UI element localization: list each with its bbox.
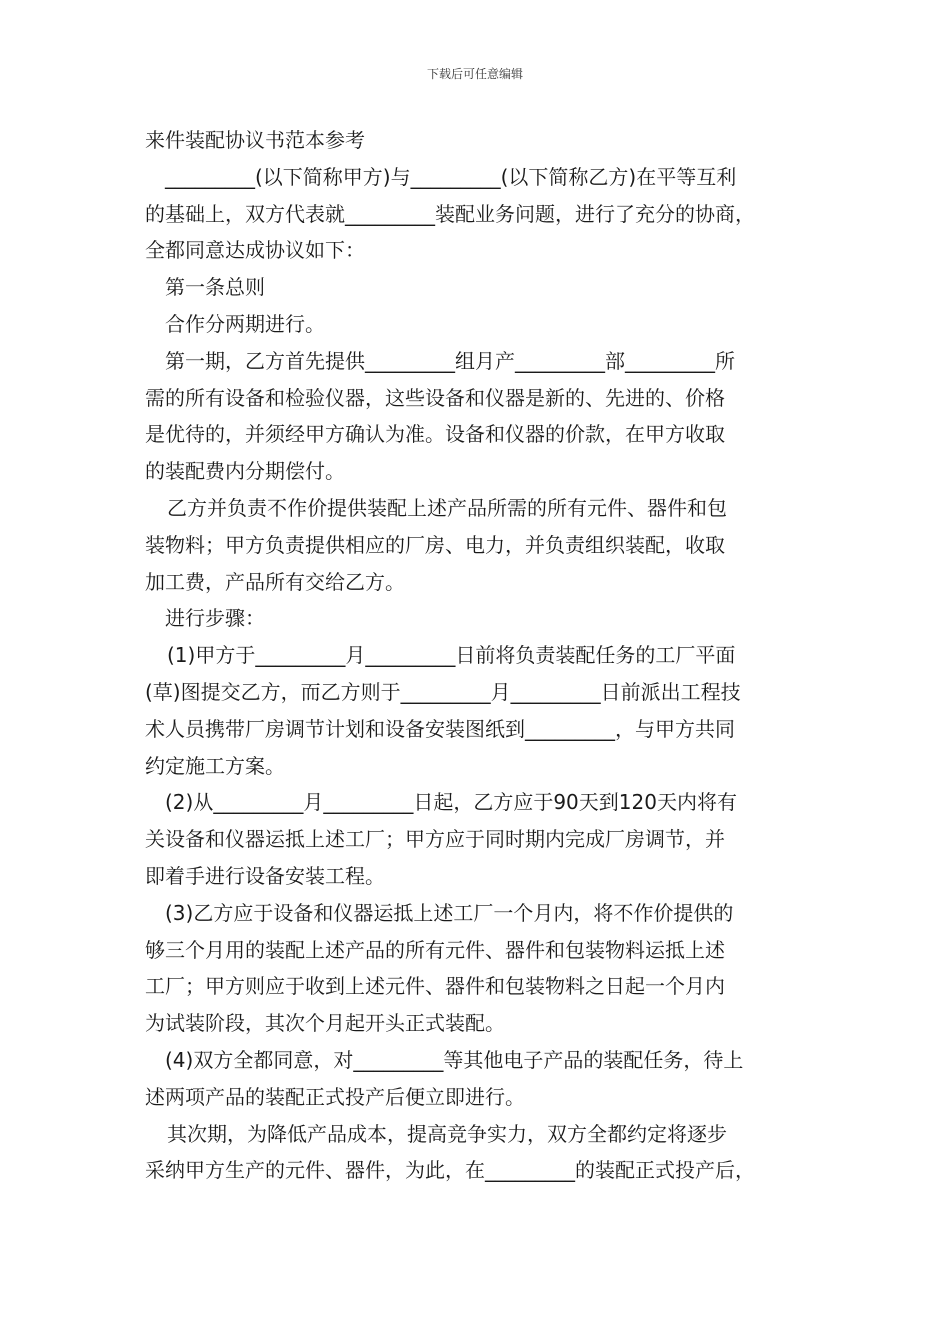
paragraph-line: 为试装阶段，其次个月起开头正式装配。 <box>145 1011 505 1036</box>
paragraph-line: 第一期，乙方首先提供_________组月产_________部_________所 <box>165 348 735 373</box>
paragraph-line: 够三个月用的装配上述产品的所有元件、器件和包装物料运抵上述 <box>145 937 725 962</box>
paragraph-line: (1)甲方于_________月_________日前将负责装配任务的工厂平面 <box>167 643 736 668</box>
document-body <box>145 122 810 1189</box>
paragraph-line: 即着手进行设备安装工程。 <box>145 863 385 888</box>
paragraph-line: (2)从_________月_________日起，乙方应于90天到120天内将有 <box>165 790 737 815</box>
paragraph-line: 术人员携带厂房调节计划和设备安装图纸到_________，与甲方共同 <box>145 716 735 741</box>
paragraph-line: 其次期，为降低产品成本，提高竞争实力，双方全都约定将逐步 <box>167 1121 727 1146</box>
paragraph-line: 合作分两期进行。 <box>165 311 325 336</box>
paragraph-line: 述两项产品的装配正式投产后便立即进行。 <box>145 1084 525 1109</box>
paragraph-line: 全都同意达成协议如下： <box>145 238 365 263</box>
paragraph-line: 加工费，产品所有交给乙方。 <box>145 569 405 594</box>
paragraph-line: 工厂；甲方则应于收到上述元件、器件和包装物料之日起一个月内 <box>145 974 725 999</box>
paragraph-line: 采纳甲方生产的元件、器件，为此，在_________的装配正式投产后， <box>145 1158 755 1183</box>
section-heading: 第一条总则 <box>165 275 265 300</box>
paragraph-line: 装物料；甲方负责提供相应的厂房、电力，并负责组织装配，收取 <box>145 532 725 557</box>
paragraph-line: 进行步骤： <box>165 606 265 631</box>
paragraph-line: _________(以下简称甲方)与_________(以下简称乙方)在平等互利 <box>165 164 737 189</box>
page-header: 下载后可任意编辑 <box>426 67 523 81</box>
document-title: 来件装配协议书范本参考 <box>145 128 365 152</box>
paragraph-line: (3)乙方应于设备和仪器运抵上述工厂一个月内，将不作价提供的 <box>165 900 734 925</box>
paragraph-line: (4)双方全都同意，对_________等其他电子产品的装配任务，待上 <box>165 1047 744 1072</box>
paragraph-line: 需的所有设备和检验仪器，这些设备和仪器是新的、先进的、价格 <box>145 385 725 410</box>
paragraph-line: 约定施工方案。 <box>145 753 285 778</box>
paragraph-line: 的基础上，双方代表就_________装配业务问题，进行了充分的协商， <box>145 201 755 226</box>
paragraph-line: 乙方并负责不作价提供装配上述产品所需的所有元件、器件和包 <box>167 495 727 520</box>
paragraph-line: (草)图提交乙方，而乙方则于_________月_________日前派出工程技 <box>145 679 741 704</box>
paragraph-line: 关设备和仪器运抵上述工厂；甲方应于同时期内完成厂房调节，并 <box>145 827 725 852</box>
paragraph-line: 是优待的，并须经甲方确认为准。设备和仪器的价款，在甲方收取 <box>145 422 725 447</box>
paragraph-line: 的装配费内分期偿付。 <box>145 459 345 484</box>
